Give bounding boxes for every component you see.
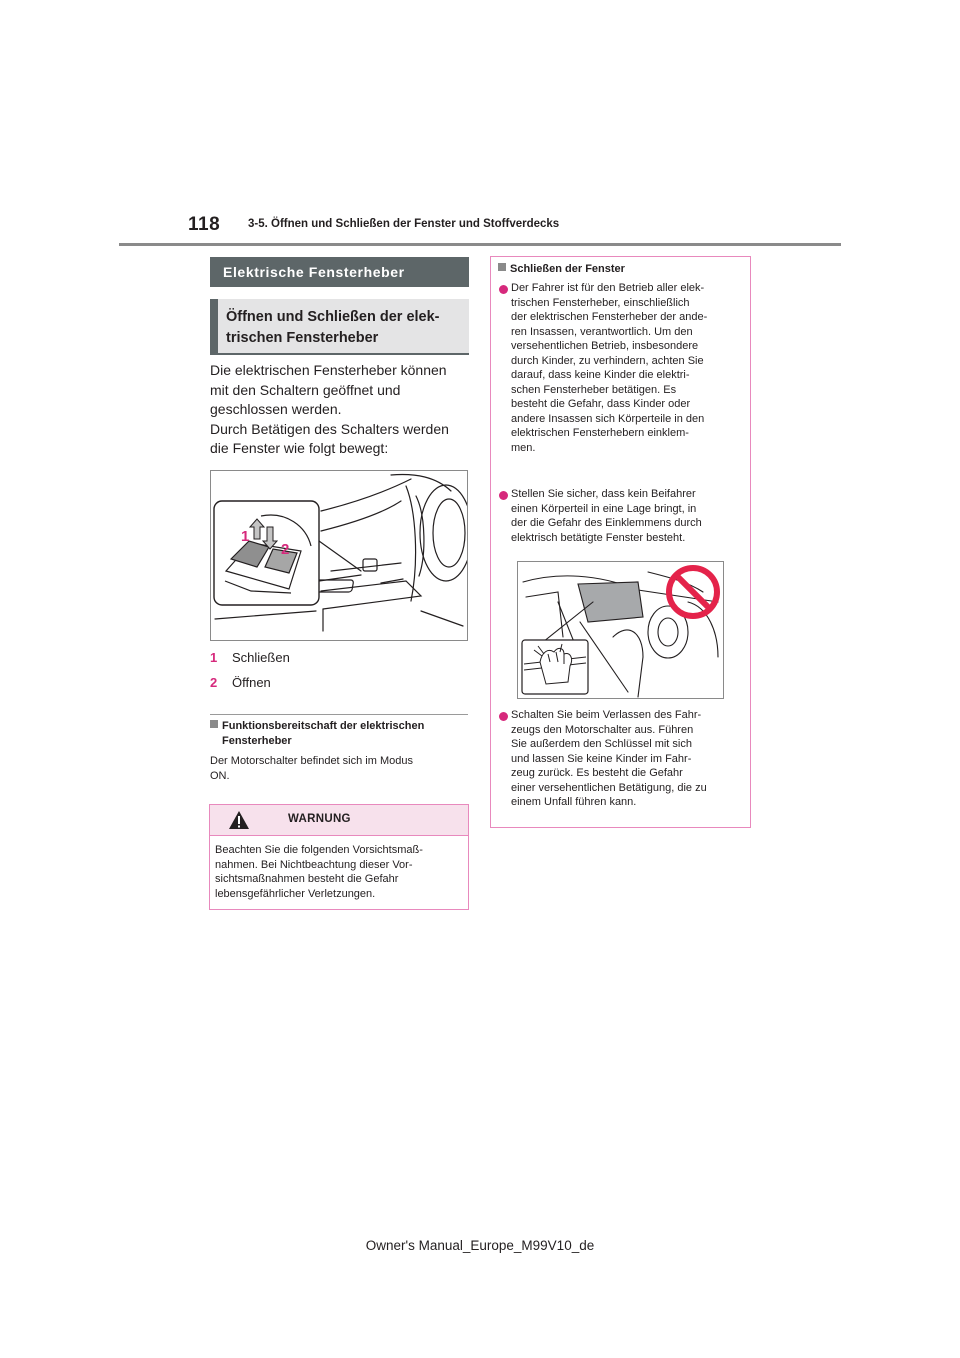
bullet-line: ren Insassen, verantwortlich. Um den <box>511 325 693 338</box>
warning-box <box>209 804 469 910</box>
pinch-hazard-illustration <box>518 562 723 698</box>
bullet-line: schen Fensterheber betätigen. Es <box>511 383 677 396</box>
window-switch-illustration <box>211 471 467 640</box>
legend-label: Öffnen <box>232 675 271 690</box>
legend-item-1 <box>210 650 290 665</box>
bullet-line: versehentlichen Betrieb, insbesondere <box>511 340 699 352</box>
function-body-line-2: ON. <box>210 769 230 782</box>
page-number: 118 <box>188 214 221 235</box>
function-body-line-1: Der Motorschalter befindet sich im Modus <box>210 755 413 767</box>
bullet-line: einen Körperteil in eine Lage bringt, in <box>511 502 697 515</box>
caution-heading <box>498 263 625 275</box>
section-title: 3-5. Öffnen und Schließen der Fenster und Stoffverdecks <box>248 218 560 230</box>
bullet-line: trischen Fensterheber, einschließlich <box>511 296 690 309</box>
bullet-line: durch Kinder, zu verhindern, achten Sie <box>511 354 704 367</box>
function-heading <box>210 719 472 748</box>
function-heading-line-2: Fensterheber <box>222 734 292 747</box>
bullet-line: elektrisch betätigte Fenster besteht. <box>511 531 686 544</box>
legend-number: 1 <box>210 650 218 665</box>
prohibition-icon <box>669 568 717 616</box>
warning-line: lebensgefährlicher Verletzungen. <box>215 887 376 900</box>
separator-rule <box>210 714 468 715</box>
function-heading-line-1: Funktionsbereitschaft der elektrischen <box>222 720 425 732</box>
pinch-hazard-figure <box>517 561 724 699</box>
caution-heading-text: Schließen der Fenster <box>510 263 625 275</box>
bullet-line: andere Insassen sich Körperteile in den <box>511 412 705 425</box>
bullet-line: Der Fahrer ist für den Betrieb aller elek- <box>511 282 705 294</box>
bullet-dot-icon <box>499 491 508 500</box>
bullet-paragraph-3 <box>511 708 747 810</box>
bullet-line: Stellen Sie sicher, dass kein Beifahrer <box>511 488 696 500</box>
warning-line: nahmen. Bei Nichtbeachtung dieser Vor- <box>215 858 413 871</box>
warning-line: Beachten Sie die folgenden Vorsichtsmaß- <box>215 844 423 856</box>
callout-1: 1 <box>241 528 250 545</box>
bullet-line: men. <box>511 441 536 454</box>
bullet-line: einem Unfall führen kann. <box>511 796 637 808</box>
bullet-line: einer versehentlichen Betätigung, die zu <box>511 781 707 794</box>
warning-header <box>210 805 468 836</box>
window-switch-figure <box>210 470 468 641</box>
sub-heading-line-2: trischen Fensterheber <box>226 330 379 346</box>
bullet-line: elektrischen Fensterhebern einklem- <box>511 427 689 439</box>
bullet-line: der die Gefahr des Einklemmens durch <box>511 517 702 529</box>
bullet-line: besteht die Gefahr, dass Kinder oder <box>511 398 691 410</box>
bullet-line: zeugs den Motorschalter aus. Führen <box>511 723 694 736</box>
caution-box <box>490 256 751 828</box>
body-line: mit den Schaltern geöffnet und <box>210 381 401 398</box>
legend-number: 2 <box>210 675 218 690</box>
bullet-paragraph-2 <box>511 487 747 545</box>
body-line: geschlossen werden. <box>210 401 342 417</box>
bullet-line: zeug zurück. Es besteht die Gefahr <box>511 767 683 779</box>
warning-triangle-icon <box>228 810 250 830</box>
sub-heading-line-1: Öffnen und Schließen der elek- <box>226 309 440 325</box>
body-line: Die elektrischen Fensterheber können <box>210 362 447 378</box>
main-heading: Elektrische Fensterheber <box>210 257 469 287</box>
legend-label: Schließen <box>232 650 290 665</box>
square-bullet-icon <box>210 720 218 728</box>
header-rule <box>119 243 841 246</box>
bullet-line: der elektrischen Fensterheber der ande- <box>511 311 708 323</box>
function-body <box>210 754 468 783</box>
bullet-line: und lassen Sie keine Kinder im Fahr- <box>511 752 692 765</box>
body-line: Durch Betätigen des Schalters werden <box>210 420 449 437</box>
bullet-paragraph-1 <box>511 281 747 455</box>
intro-paragraph <box>210 361 472 459</box>
bullet-dot-icon <box>499 285 508 294</box>
warning-title: WARNUNG <box>288 813 351 825</box>
legend-item-2 <box>210 675 271 690</box>
bullet-dot-icon <box>499 712 508 721</box>
bullet-line: Schalten Sie beim Verlassen des Fahr- <box>511 709 702 721</box>
bullet-line: darauf, dass keine Kinder die elektri- <box>511 369 690 381</box>
warning-text <box>215 843 467 901</box>
footer-text: Owner's Manual_Europe_M99V10_de <box>365 1238 595 1253</box>
bullet-line: Sie außerdem den Schlüssel mit sich <box>511 738 692 750</box>
warning-line: sichtsmaßnahmen besteht die Gefahr <box>215 873 399 885</box>
square-bullet-icon <box>498 263 506 271</box>
callout-2: 2 <box>281 541 290 558</box>
sub-heading <box>210 299 469 355</box>
body-line: die Fenster wie folgt bewegt: <box>210 440 389 456</box>
